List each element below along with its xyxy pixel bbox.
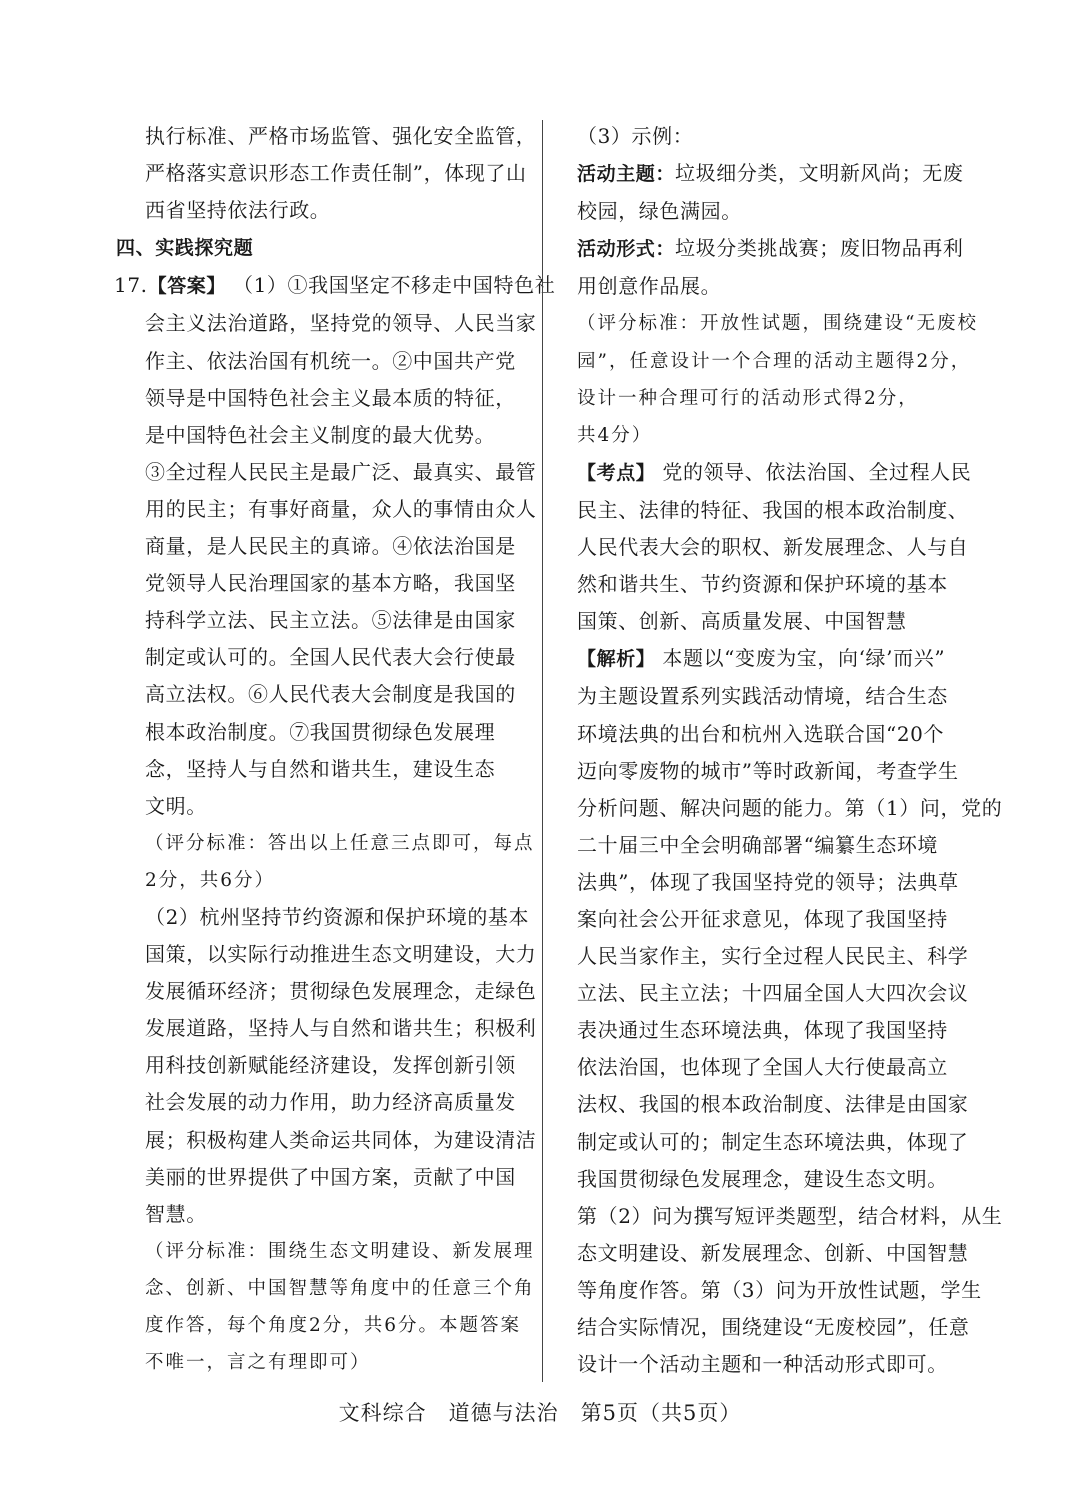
scoring-note-line: 2分，共6分） <box>145 869 276 891</box>
question-number: 17. <box>114 273 148 298</box>
text-line: 等角度作答。第（3）问为开放性试题，学生 <box>577 1277 982 1302</box>
kaodian-first-line <box>577 454 972 492</box>
example-label: （3）示例： <box>577 124 694 148</box>
scoring-note-line: （评分标准：围绕生态文明建设、新发展理 <box>145 1240 535 1262</box>
text-line: （2）杭州坚持节约资源和保护环境的基本 <box>145 904 530 929</box>
text-line: 表决通过生态环境法典，体现了我国坚持 <box>577 1018 948 1043</box>
answer-label: 【答案】 <box>147 275 227 298</box>
text-line: 是中国特色社会主义制度的最大优势。 <box>145 422 496 447</box>
text-line: ③全过程人民民主是最广泛、最真实、最管 <box>145 459 537 484</box>
text-line: 高立法权。⑥人民代表大会制度是我国的 <box>145 682 516 707</box>
scoring-note-line: 园”，任意设计一个合理的活动主题得2分， <box>577 350 972 372</box>
jiexi-text: 本题以“变废为宝，向‘绿’而兴” <box>662 646 946 671</box>
text-line: 设计一个活动主题和一种活动形式即可。 <box>577 1352 948 1377</box>
text-line: 然和谐共生、节约资源和保护环境的基本 <box>577 572 948 597</box>
text-line: 我国贯彻绿色发展理念，建设生态文明。 <box>577 1166 948 1191</box>
text-line: 第（2）问为撰写短评类题型，结合材料，从生 <box>577 1203 1003 1228</box>
text-line: 严格落实意识形态工作责任制”，体现了山 <box>145 161 527 186</box>
text-line: 迈向零废物的城市”等时政新闻，考查学生 <box>577 758 959 783</box>
text-line: 西省坚持依法行政。 <box>145 198 331 223</box>
text-line: 商量，是人民民主的真谛。④依法治国是 <box>145 534 516 559</box>
jiexi-label: 【解析】 <box>577 648 656 671</box>
text-line: 发展道路，坚持人与自然和谐共生；积极利 <box>145 1016 537 1041</box>
text-line: 社会发展的动力作用，助力经济高质量发 <box>145 1090 516 1115</box>
jiexi-first-line <box>577 640 969 678</box>
text-line: 展；积极构建人类命运共同体，为建设清洁 <box>145 1127 537 1152</box>
text-line: 态文明建设、新发展理念、创新、中国智慧 <box>577 1240 969 1265</box>
text-line: 党领导人民治理国家的基本方略，我国坚 <box>145 571 516 596</box>
scoring-note-line: 度作答，每个角度2分，共6分。本题答案 <box>145 1315 522 1336</box>
text-line: 用的民主；有事好商量，众人的事情由众人 <box>145 496 537 521</box>
activity-theme-line <box>577 155 969 193</box>
scoring-note-line: 共4分） <box>577 424 653 446</box>
kaodian-text: 党的领导、依法治国、全过程人民 <box>662 459 972 484</box>
column-divider <box>542 120 543 1382</box>
text-line: 国策、创新、高质量发展、中国智慧 <box>577 609 907 634</box>
text-line: 民主、法律的特征、我国的根本政治制度、 <box>577 497 969 522</box>
text-line: 念，坚持人与自然和谐共生，建设生态 <box>145 756 496 781</box>
text-line: 文明。 <box>145 793 207 818</box>
text-line: 国策，以实际行动推进生态文明建设，大力 <box>145 942 537 967</box>
text-line: 法典”，体现了我国坚持党的领导；法典草 <box>577 869 959 894</box>
text-line: 用科技创新赋能经济建设，发挥创新引领 <box>145 1053 516 1078</box>
text-line: 制定或认可的。全国人民代表大会行使最 <box>145 645 516 670</box>
right-column <box>577 118 1003 1383</box>
scoring-note-line: （评分标准：开放性试题，围绕建设“无废校 <box>577 313 978 335</box>
text-line: 制定或认可的；制定生态环境法典，体现了 <box>577 1129 969 1154</box>
kaodian-label: 【考点】 <box>577 461 656 484</box>
text-line: 美丽的世界提供了中国方案，贡献了中国 <box>145 1164 516 1189</box>
text-line: 根本政治制度。⑦我国贯彻绿色发展理 <box>145 719 496 744</box>
text-line: 持科学立法、民主立法。⑤法律是由国家 <box>145 608 516 633</box>
text-line: 人民代表大会的职权、新发展理念、人与自 <box>577 535 969 560</box>
text-line: 立法、民主立法；十四届全国人大四次会议 <box>577 981 969 1006</box>
text-line: 作主、依法治国有机统一。②中国共产党 <box>145 348 516 373</box>
text-line: 领导是中国特色社会主义最本质的特征， <box>145 385 516 410</box>
activity-form-text: 垃圾分类挑战赛；废旧物品再利 <box>675 236 964 261</box>
text-line: 执行标准、严格市场监管、强化安全监管， <box>145 124 537 148</box>
section-heading <box>116 229 528 267</box>
text-line: 法权、我国的根本政治制度、法律是由国家 <box>577 1092 969 1117</box>
question-17-first-line <box>114 267 556 305</box>
activity-theme-text: 垃圾细分类，文明新风尚；无废 <box>675 161 964 186</box>
text-line: 环境法典的出台和杭州入选联合国“20个 <box>577 721 945 746</box>
text-line: 二十届三中全会明确部署“编纂生态环境 <box>577 832 939 857</box>
activity-form-line <box>577 230 969 268</box>
text-line: 校园，绿色满园。 <box>577 199 742 224</box>
text-line: 结合实际情况，围绕建设“无废校园”，任意 <box>577 1315 970 1339</box>
text-line: 依法治国，也体现了全国人大行使最高立 <box>577 1055 948 1080</box>
text-line: 人民当家作主，实行全过程人民民主、科学 <box>577 944 969 969</box>
scoring-note-line: 设计一种合理可行的活动形式得2分， <box>577 387 919 409</box>
text-line: 智慧。 <box>145 1201 207 1226</box>
page-footer: 文科综合 道德与法治 第5页（共5页） <box>338 1401 742 1425</box>
activity-theme-label: 活动主题： <box>577 163 676 186</box>
text-line: 分析问题、解决问题的能力。第（1）问，党的 <box>577 795 1003 820</box>
text-line: 用创意作品展。 <box>577 274 722 299</box>
answer-text: （1）①我国坚定不移走中国特色社 <box>232 273 556 298</box>
scoring-note-line: 念、创新、中国智慧等角度中的任意三个角 <box>145 1277 535 1299</box>
section-heading-text: 四、实践探究题 <box>116 237 254 260</box>
text-line: 发展循环经济；贯彻绿色发展理念，走绿色 <box>145 979 537 1004</box>
text-line: 案向社会公开征求意见，体现了我国坚持 <box>577 906 948 931</box>
activity-form-label: 活动形式： <box>577 238 676 261</box>
text-line: 会主义法治道路，坚持党的领导、人民当家 <box>145 311 537 336</box>
text-line: 为主题设置系列实践活动情境，结合生态 <box>577 684 948 709</box>
left-column <box>114 118 556 1381</box>
scoring-note-line: （评分标准：答出以上任意三点即可，每点 <box>145 832 535 854</box>
scoring-note-line: 不唯一，言之有理即可） <box>145 1352 371 1374</box>
